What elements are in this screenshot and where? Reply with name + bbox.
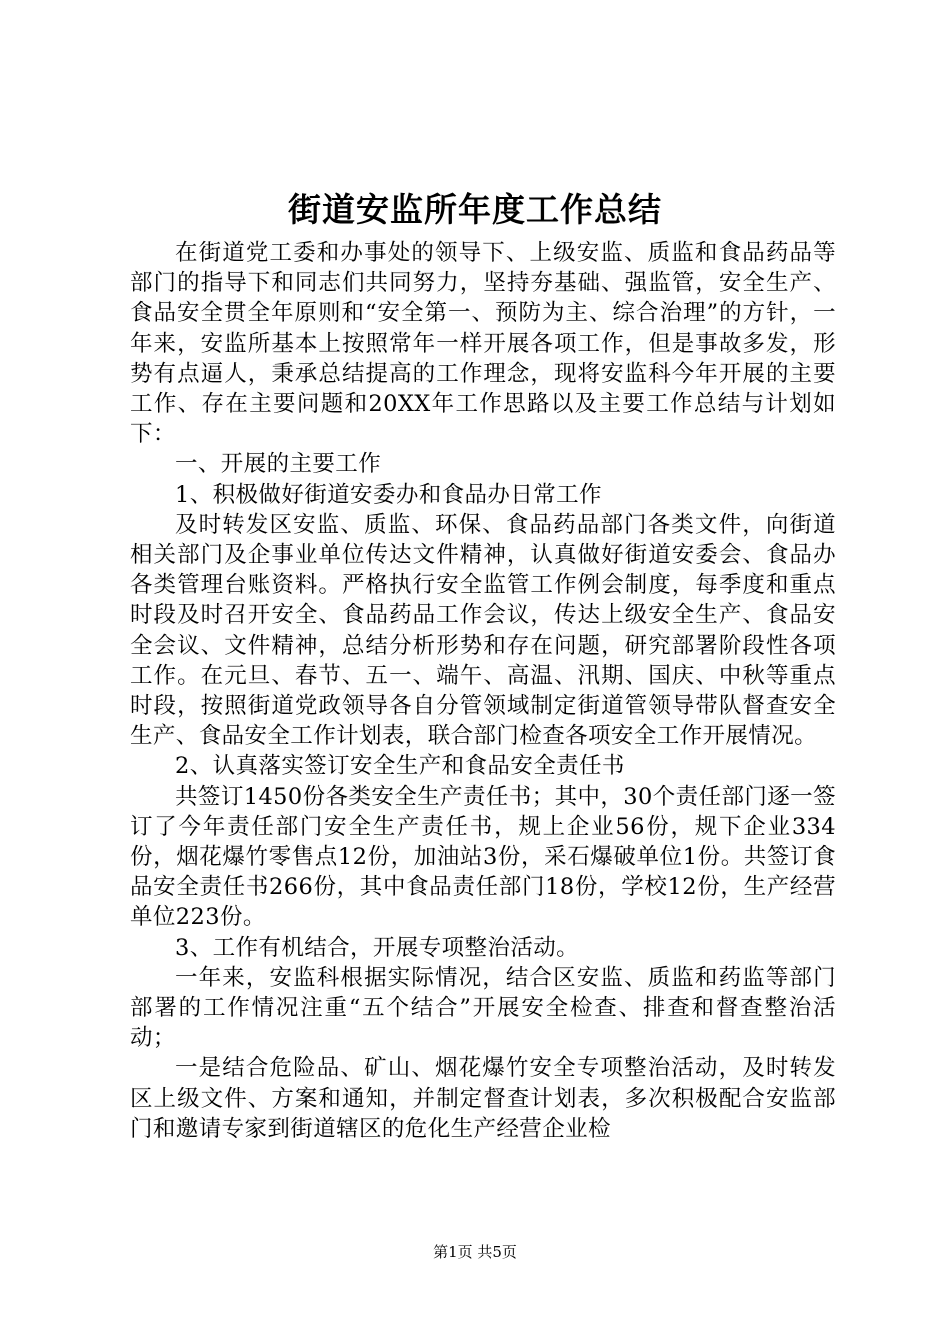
paragraph-intro: 在街道党工委和办事处的领导下、上级安监、质监和食品药品等部门的指导下和同志们共同努力，坚持夯基础、强监管，安全生产、食品安全贯全年原则和“安全第一、预防为主、综合治理”的方针，一年来，安监所基本上按照常年一样开展各项工作，但是事故多发，形势有点逼人，秉承总结提高的工作理念，现将安监科今年开展的主要工作、存在主要问题和20XX年工作思路以及主要工作总结与计划如下： [130,240,836,448]
paragraph-first-combination: 一是结合危险品、矿山、烟花爆竹安全专项整治活动，及时转发区上级文件、方案和通知，并制定督查计划表，多次积极配合安监部门和邀请专家到街道辖区的危化生产经营企业检 [130,1055,836,1142]
document-title: 街道安监所年度工作总结 [288,190,662,229]
document-body [130,238,836,1144]
paragraph-daily-work: 及时转发区安监、质监、环保、食品药品部门各类文件，向街道相关部门及企事业单位传达文件精神，认真做好街道安委会、食品办各类管理台账资料。严格执行安全监管工作例会制度，每季度和重点时段及时召开安全、食品药品工作会议，传达上级安全生产、食品安全会议、文件精神，总结分析形势和存在问题，研究部署阶段性各项工作。在元旦、春节、五一、端午、高温、汛期、国庆、中秋等重点时段，按照街道党政领导各自分管领域制定街道管领导带队督查安全生产、食品安全工作计划表，联合部门检查各项安全工作开展情况。 [130,511,836,750]
subheading-daily-work: 1、积极做好街道安委办和食品办日常工作 [175,481,602,508]
page-number-footer: 第1页 共5页 [433,1243,517,1261]
subheading-responsibility: 2、认真落实签订安全生产和食品安全责任书 [175,753,625,780]
paragraph-responsibility: 共签订1450份各类安全生产责任书；其中，30个责任部门逐一签订了今年责任部门安全生产责任书，规上企业56份，规下企业334份，烟花爆竹零售点12份，加油站3份，采石爆破单位1份。共签订食品安全责任书266份，其中食品责任部门18份，学校12份，生产经营单位223份。 [130,783,836,931]
section-heading-main-work: 一、开展的主要工作 [175,451,382,478]
paragraph-special-campaign: 一年来，安监科根据实际情况，结合区安监、质监和药监等部门部署的工作情况注重“五个结合”开展安全检查、排查和督查整治活动； [130,964,836,1052]
subheading-special-campaign: 3、工作有机结合，开展专项整治活动。 [175,934,580,961]
